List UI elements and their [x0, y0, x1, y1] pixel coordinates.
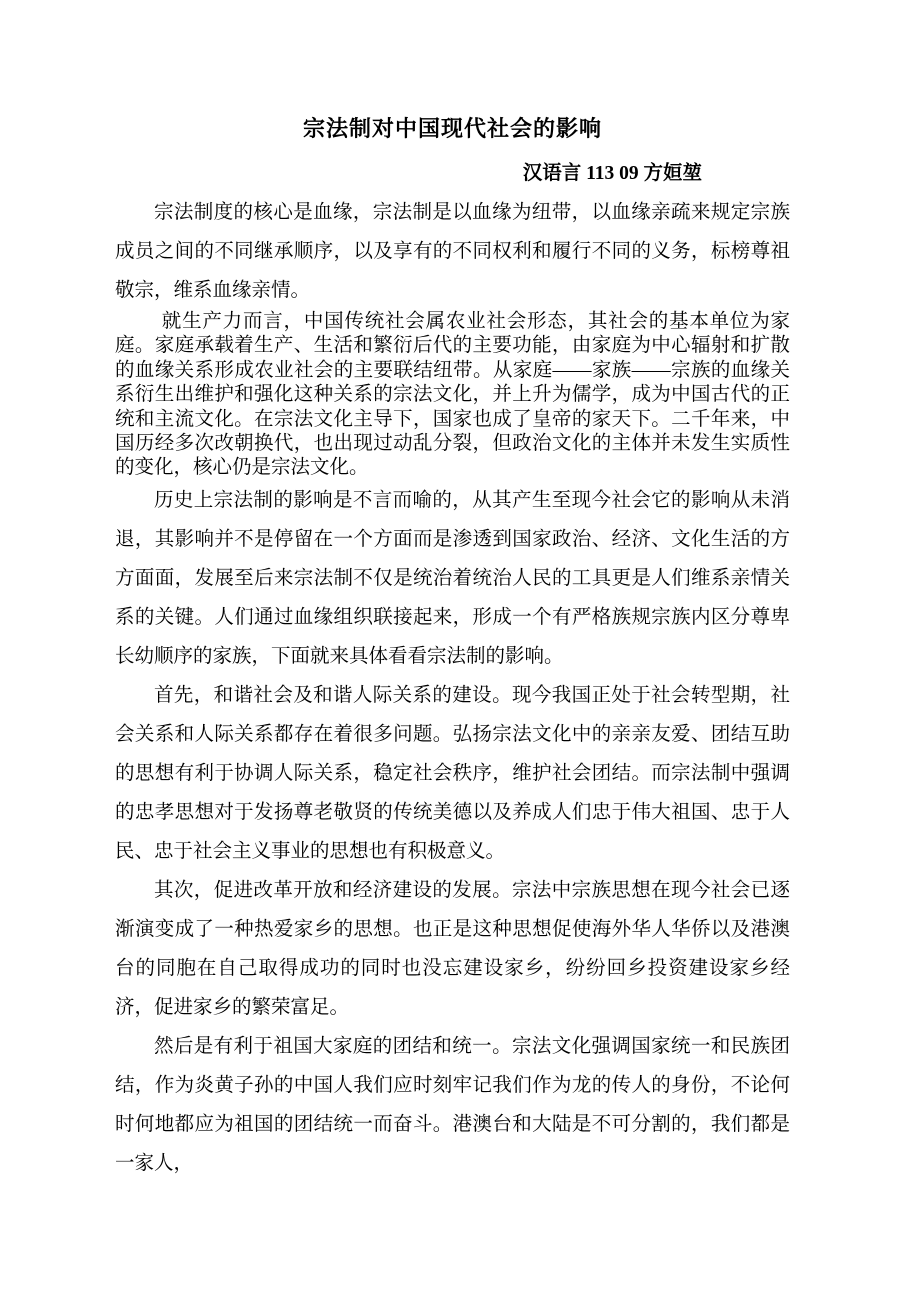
- body-paragraph-5: 其次，促进改革开放和经济建设的发展。宗法中宗族思想在现今社会已逐渐演变成了一种热爱家乡的思想。也正是这种思想促使海外华人华侨以及港澳台的同胞在自己取得成功的同时也没忘建设家乡，纷纷回乡投资建设家乡经济，促进家乡的繁荣富足。: [115, 879, 790, 1018]
- body-paragraph-2: 就生产力而言，中国传统社会属农业社会形态，其社会的基本单位为家庭。家庭承载着生产、生活和繁衍后代的主要功能，由家庭为中心辐射和扩散的血缘关系形成农业社会的主要联结纽带。从家庭——家族——宗族的血缘关系衍生出维护和强化这种关系的宗法文化，并上升为儒学，成为中国古代的正统和主流文化。在宗法文化主导下，国家也成了皇帝的家天下。二千年来，中国历经多次改朝换代，也出现过动乱分裂，但政治文化的主体并未发生实质性的变化，核心仍是宗法文化。: [115, 311, 790, 479]
- body-paragraph-3: 历史上宗法制的影响是不言而喻的，从其产生至现今社会它的影响从未消退，其影响并不是停留在一个方面而是渗透到国家政治、经济、文化生活的方方面面，发展至后来宗法制不仅是统治着统治人民的工具更是人们维系亲情关系的关键。人们通过血缘组织联接起来，形成一个有严格族规宗族内区分尊卑长幼顺序的家族，下面就来具体看看宗法制的影响。: [115, 489, 790, 667]
- author-byline: 汉语言 113 09 方姮堃: [522, 163, 702, 184]
- body-paragraph-1: 宗法制度的核心是血缘，宗法制是以血缘为纽带，以血缘亲疏来规定宗族成员之间的不同继承顺序，以及享有的不同权利和履行不同的义务，标榜尊祖敬宗，维系血缘亲情。: [115, 202, 790, 301]
- body-paragraph-4: 首先，和谐社会及和谐人际关系的建设。现今我国正处于社会转型期，社会关系和人际关系都存在着很多问题。弘扬宗法文化中的亲亲友爱、团结互助的思想有利于协调人际关系，稳定社会秩序，维护社会团结。而宗法制中强调的忠孝思想对于发扬尊老敬贤的传统美德以及养成人们忠于伟大祖国、忠于人民、忠于社会主义事业的思想也有积极意义。: [115, 684, 790, 862]
- body-paragraph-6: 然后是有利于祖国大家庭的团结和统一。宗法文化强调国家统一和民族团结，作为炎黄子孙的中国人我们应时刻牢记我们作为龙的传人的身份，不论何时何地都应为祖国的团结统一而奋斗。港澳台和大陆是不可分割的，我们都是一家人，: [115, 1035, 790, 1174]
- document-title: 宗法制对中国现代社会的影响: [302, 116, 602, 141]
